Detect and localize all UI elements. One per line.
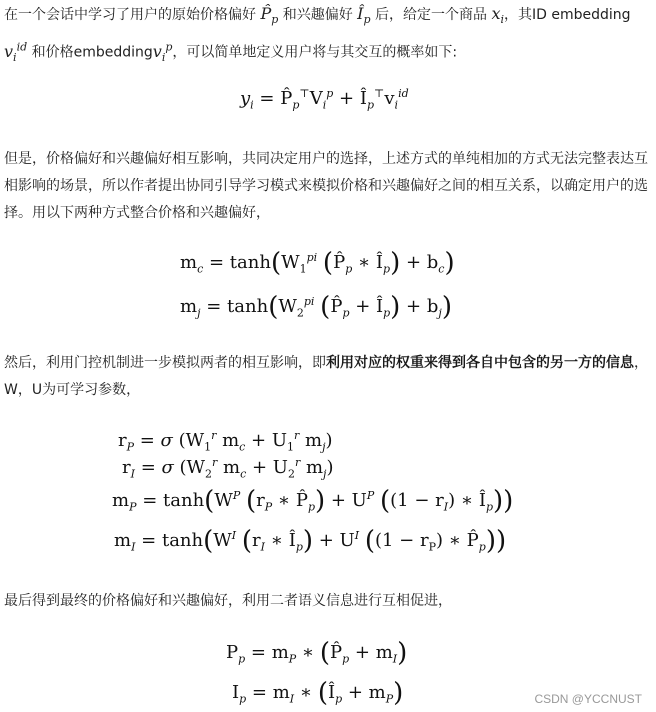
math-item: $x_i$ — [491, 4, 505, 27]
math-interest-pref: $Î_p$ — [357, 4, 371, 27]
equation-ri: $r_I = \sigma$ ($W_2^r$ $m_c + U_2^r$ $m_j$) — [122, 456, 334, 481]
equation-probability: $y_i$ = $P̂_p^⊤V_i^p$ + $Î_p^⊤v_i^{id}$ — [240, 87, 409, 112]
intro-text-5: 和价格embedding — [31, 44, 153, 61]
equation-mj: $m_j = \tanh(W_2^{pi}$ ($P̂_p$ + $Î_p) + b_j$) — [180, 292, 452, 322]
math-price-pref: $P̂_p$ — [260, 4, 279, 27]
gating-bold-text: 利用对应的权重来得到各自中包含的另一方的信息 — [326, 355, 634, 371]
equation-mi: $m_I = \tanh(W^I$ ($r_I$ ∗ $Î_p) + U^I$ ($(1 - r_P)$ ∗ $P̂_p$)) — [114, 526, 507, 556]
intro-text-6: ，可以简单地定义用户将与其交互的概率如下: — [172, 44, 458, 61]
paragraph-final: 最后得到最终的价格偏好和兴趣偏好，利用二者语义信息进行互相促进， — [4, 593, 452, 609]
intro-text-1: 在一个会话中学习了用户的原始价格偏好 — [4, 7, 256, 23]
intro-text-2: 和兴趣偏好 — [282, 7, 353, 23]
intro-text-3: 后，给定一个商品 — [375, 7, 487, 23]
equation-rp: $r_P = \sigma$ ($W_1^r$ $m_c + U_1^r$ $m_j$) — [118, 429, 333, 454]
paragraph-gating — [4, 350, 652, 404]
math-price-embedding: $v_i^p$ — [152, 40, 173, 64]
equation-mc: $m_c = \tanh(W_1^{pi}$ ($P̂_p$ ∗ $Î_p) + b_c$) — [180, 248, 455, 278]
math-id-embedding: $v_i^{id}$ — [4, 40, 28, 64]
equation-pp: $P_p = m_P$ ∗ $(P̂_p + m_I)$ — [226, 638, 408, 668]
gating-text-1: 然后，利用门控机制进一步模拟两者的相互影响，即 — [4, 355, 326, 371]
gating-text-2: ，W，U为可学习参数， — [4, 355, 648, 398]
paragraph-intro — [4, 0, 652, 71]
intro-text-4: ，其ID embedding — [504, 7, 631, 23]
csdn-watermark: CSDN @YCCNUST — [534, 692, 642, 706]
equation-mp: $m_P = \tanh(W^P$ ($r_P$ ∗ $P̂_p) + U^P$ ($(1 - r_I)$ ∗ $Î_p$)) — [112, 486, 514, 516]
equation-ip: $I_p = m_I$ ∗ $(Î_p + m_P)$ — [232, 678, 404, 708]
paragraph-coguided: 但是，价格偏好和兴趣偏好相互影响，共同决定用户的选择，上述方式的单纯相加的方式无法完整表达互相影响的场景，所以作者提出协同引导学习模式来模拟价格和兴趣偏好之间的相互关系，以确定用户的选择。用以下两种方式整合价格和兴趣偏好， — [4, 151, 648, 221]
